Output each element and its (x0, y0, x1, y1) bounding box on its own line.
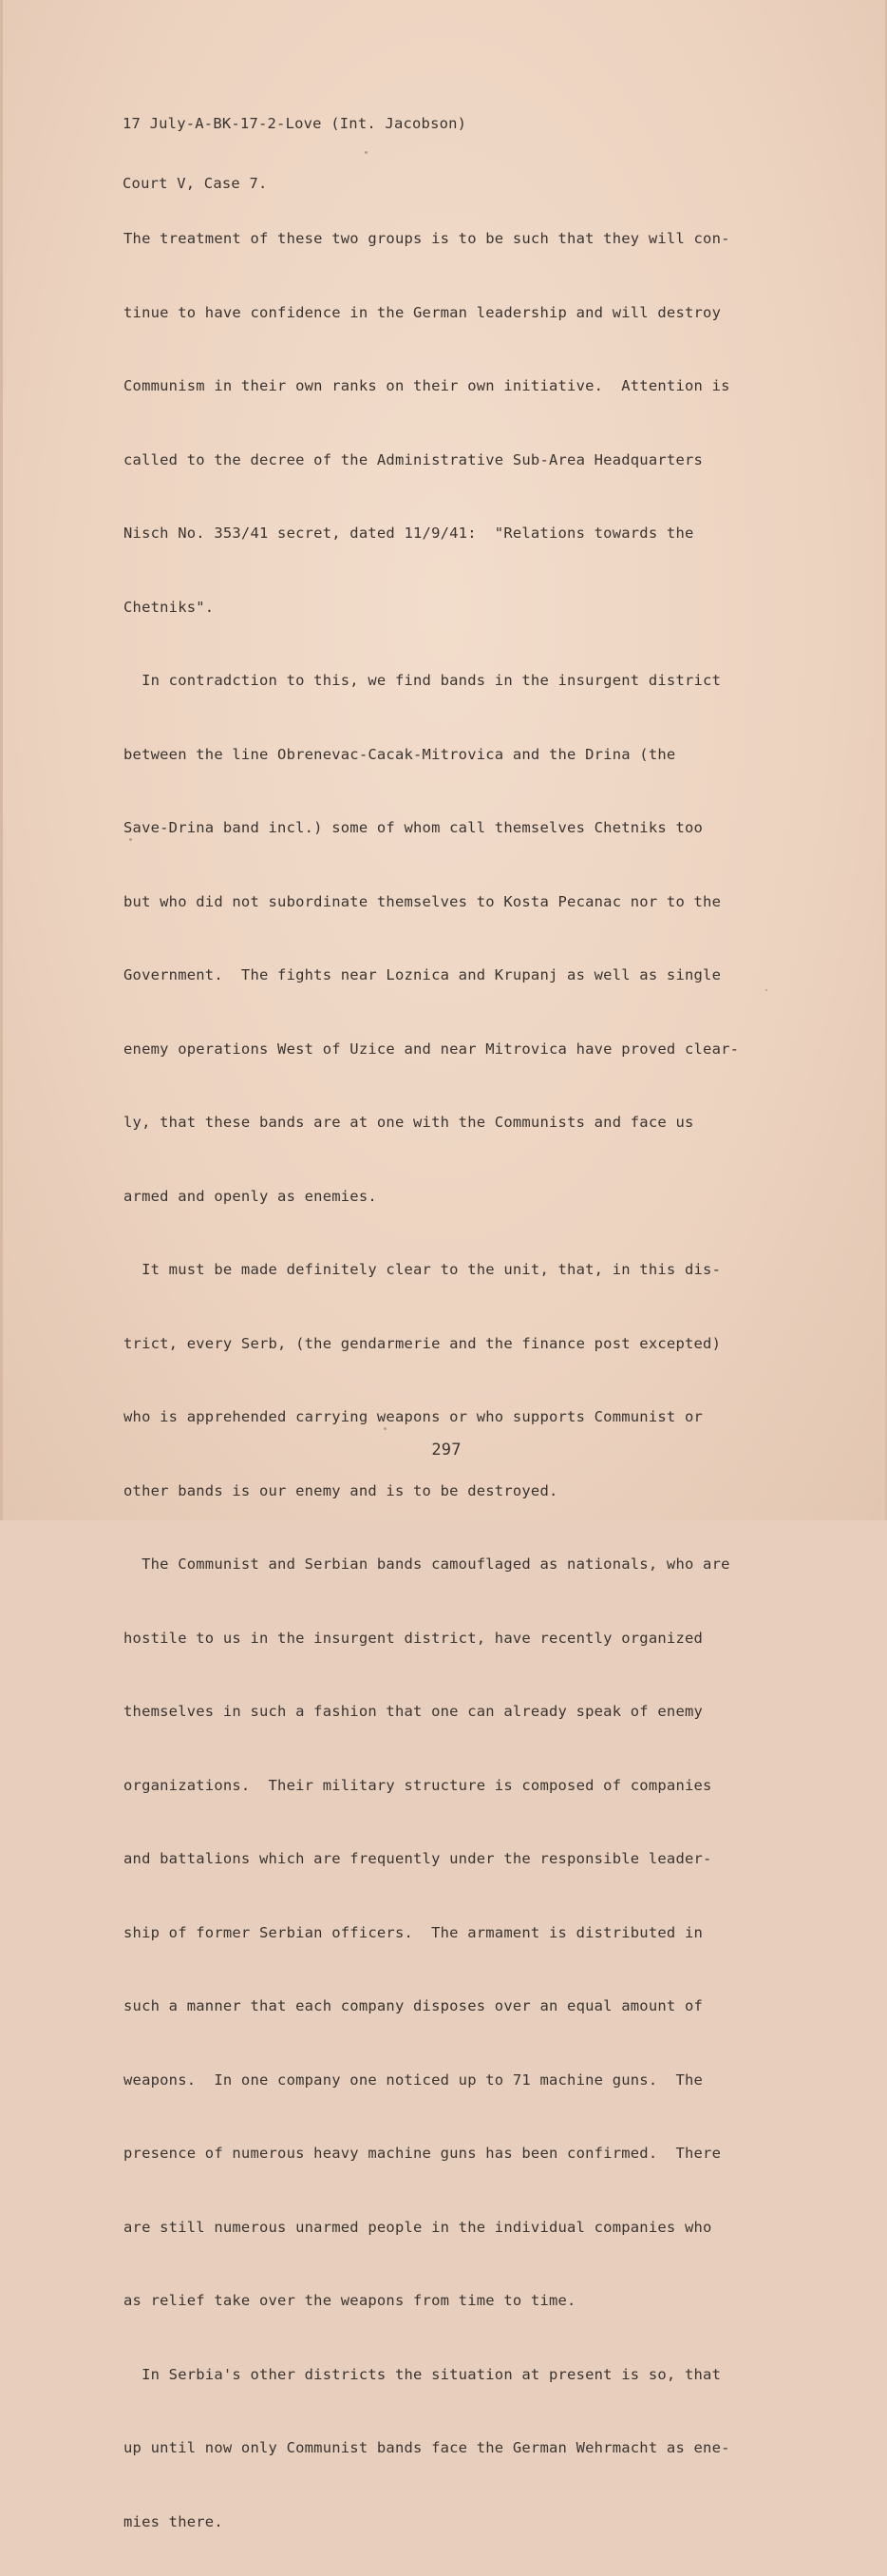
body-line: Save-Drina band incl.) some of whom call themselves Chetniks too (123, 819, 704, 836)
body-line: organizations. Their military structure is composed of companies (123, 1776, 712, 1794)
body-line: Government. The fights near Loznica and Krupanj as well as single (123, 966, 722, 983)
body-line: but who did not subordinate themselves to Kosta Pecanac nor to the (123, 892, 722, 910)
body-line: mies there. (123, 2512, 223, 2530)
page-number: 297 (431, 1441, 462, 1460)
body-line: armed and openly as enemies. (123, 1187, 377, 1205)
header-court-case: Court V, Case 7. (123, 175, 268, 192)
body-line: between the line Obrenevac-Cacak-Mitrovica and the Drina (the (123, 745, 676, 763)
body-line: trict, every Serb, (the gendarmerie and the finance post excepted) (123, 1334, 722, 1352)
body-line: The Communist and Serbian bands camouflaged as nationals, who are (123, 1555, 730, 1573)
body-line: In Serbia's other districts the situation at present is so, that (123, 2365, 722, 2383)
body-line: themselves in such a fashion that one can already speak of enemy (123, 1703, 704, 1720)
document-body (123, 185, 788, 2576)
body-line: weapons. In one company one noticed up to 71 machine guns. The (123, 2070, 704, 2089)
body-line: In contradction to this, we find bands in the insurgent district (123, 672, 722, 689)
body-line: presence of numerous heavy machine guns has been confirmed. There (123, 2145, 722, 2162)
paper-speck (384, 1427, 387, 1430)
body-line: such a manner that each company disposes over an equal amount of (123, 1997, 704, 2014)
body-line: tinue to have confidence in the German leadership and will destroy (123, 303, 722, 321)
body-line: who is apprehended carrying weapons or who supports Communist or (123, 1408, 704, 1425)
paper-speck (129, 838, 132, 841)
body-line: are still numerous unarmed people in the individual companies who (123, 2218, 712, 2236)
body-line: other bands is our enemy and is to be destroyed. (123, 1481, 558, 1499)
body-line: Communism in their own ranks on their own initiative. Attention is (123, 377, 730, 394)
body-line: ly, that these bands are at one with the Communists and face us (123, 1114, 694, 1131)
body-line: It must be made definitely clear to the unit, that, in this dis- (123, 1261, 722, 1278)
body-line: enemy operations West of Uzice and near Mitrovica have proved clear- (123, 1040, 740, 1058)
body-line: ship of former Serbian officers. The armament is distributed in (123, 1923, 704, 1941)
body-line: as relief take over the weapons from time to time. (123, 2292, 576, 2309)
body-line: hostile to us in the insurgent district, have recently organized (123, 1629, 704, 1647)
body-line: The treatment of these two groups is to be such that they will con- (123, 230, 730, 247)
body-line: called to the decree of the Administrative Sub-Area Headquarters (123, 450, 704, 468)
body-line: up until now only Communist bands face the German Wehrmacht as ene- (123, 2439, 730, 2456)
paper-speck (765, 989, 767, 991)
paper-speck (365, 151, 368, 154)
body-line: and battalions which are frequently under the responsible leader- (123, 1850, 712, 1867)
body-line: Nisch No. 353/41 secret, dated 11/9/41: "Relations towards the (123, 525, 694, 542)
body-line: Chetniks". (123, 598, 215, 616)
header-reference: 17 July-A-BK-17-2-Love (Int. Jacobson) (123, 115, 467, 132)
